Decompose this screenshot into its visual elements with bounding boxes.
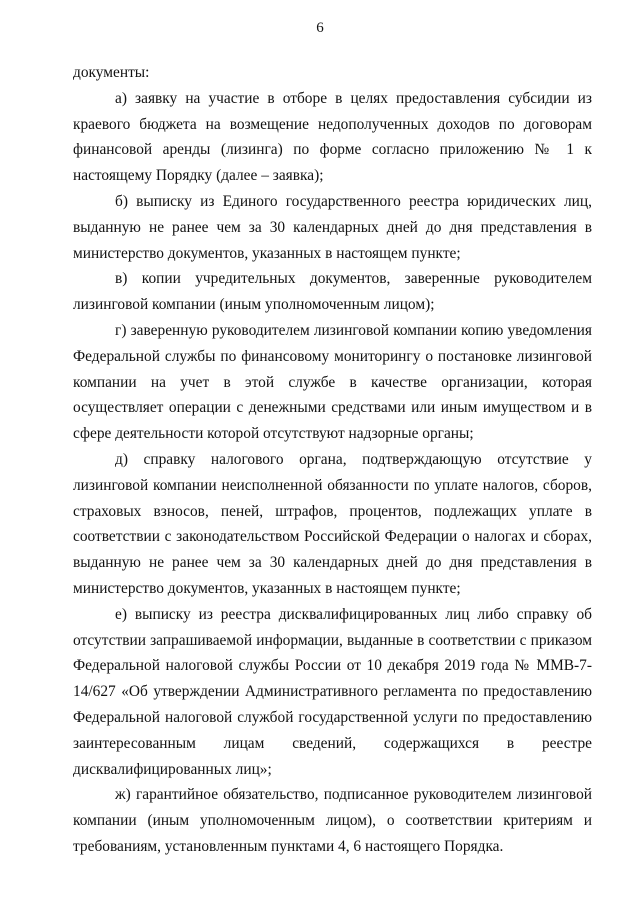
paragraph-item-g: г) заверенную руководителем лизинговой компании копию уведомления Федеральной службы по финансовому мониторингу о постановке лизинговой компании на учет в этой службе в качестве организации, которая осуществляет операции с денежными средствами или иным имуществом и в сфере деятельности которой отсутствуют надзорные органы; xyxy=(73,321,592,443)
page-number: 6 xyxy=(316,20,324,36)
paragraph-item-b: б) выписку из Единого государственного реестра юридических лиц, выданную не ранее чем за 30 календарных дней до дня представления в министерство документов, указанных в настоящем пункте; xyxy=(73,192,592,262)
paragraph-item-a: а) заявку на участие в отборе в целях предоставления субсидии из краевого бюджета на возмещение недополученных доходов по договорам финансовой аренды (лизинга) по форме согласно приложению № 1 к настоящему Порядку (далее – заявка); xyxy=(73,89,592,185)
paragraph-item-e: е) выписку из реестра дисквалифицированных лиц либо справку об отсутствии запрашиваемой информации, выданные в соответствии с приказом Федеральной налоговой службы России от 10 декабря 2019 года № ММВ-7-14/627 «Об утверждении Административного регламента по предоставлению Федеральной налоговой службой государственной услуги по предоставлению заинтересованным лицам сведений, содержащихся в реестре дисквалифицированных лиц»; xyxy=(73,605,592,778)
document-body xyxy=(73,60,592,860)
paragraph-intro: документы: xyxy=(73,64,150,81)
paragraph-item-v: в) копии учредительных документов, заверенные руководителем лизинговой компании (иным уполномоченным лицом); xyxy=(73,270,592,314)
paragraph-item-zh: ж) гарантийное обязательство, подписанное руководителем лизинговой компании (иным уполномоченным лицом), о соответствии критериям и требованиям, установленным пунктами 4, 6 настоящего Порядка. xyxy=(73,786,592,855)
paragraph-item-d: д) справку налогового органа, подтверждающую отсутствие у лизинговой компании неисполненной обязанности по уплате налогов, сборов, страховых взносов, пеней, штрафов, процентов, подлежащих уплате в соответствии с законодательством Российской Федерации о налогах и сборах, выданную не ранее чем за 30 календарных дней до дня представления в министерство документов, указанных в настоящем пункте; xyxy=(73,450,592,597)
